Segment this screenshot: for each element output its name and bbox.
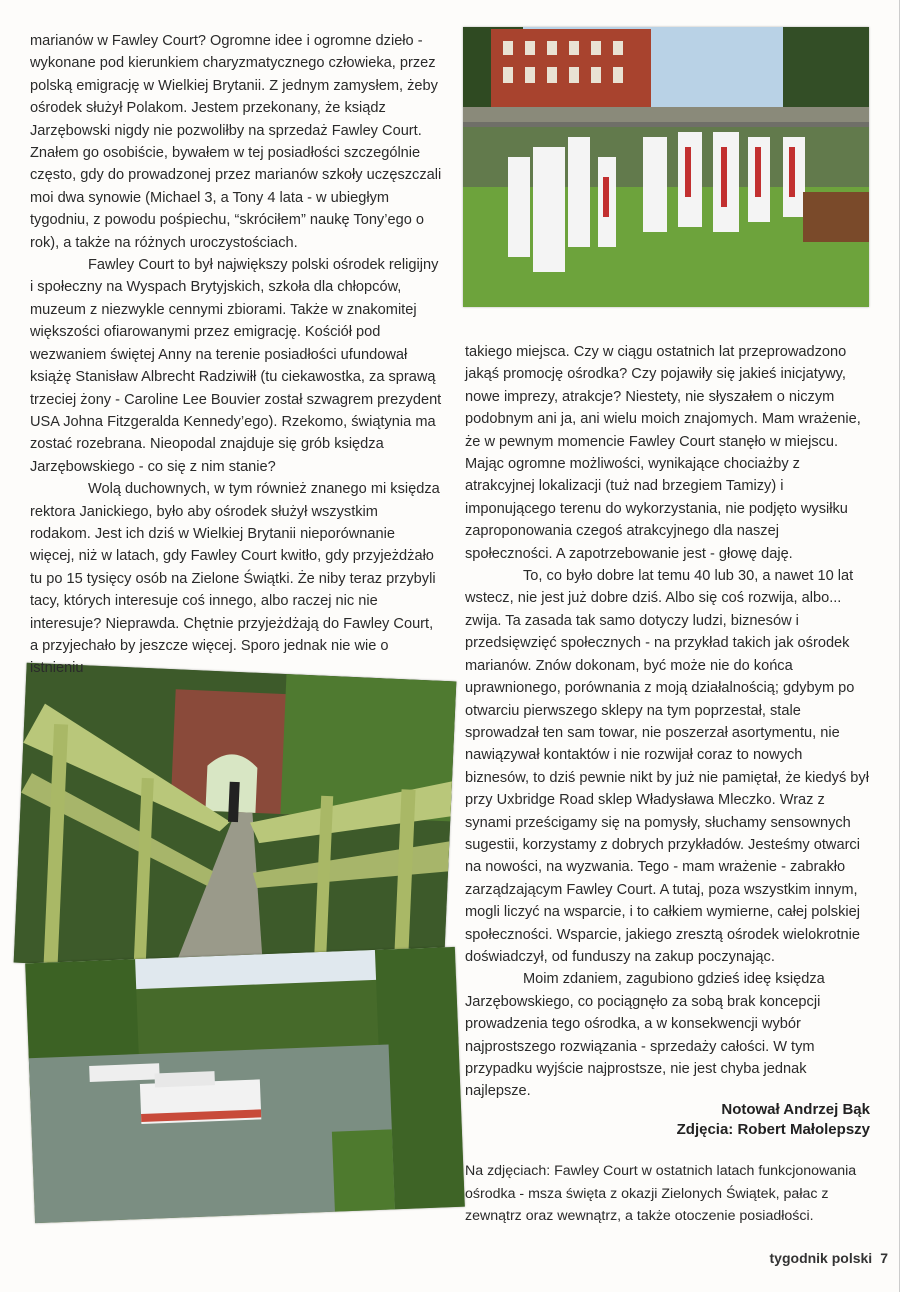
paragraph: To, co było dobre lat temu 40 lub 30, a nawet 10 lat wstecz, nie jest już dobre dziś. Albo się coś rozwija, albo... zwija. Ta zasada tak samo dotyczy ludzi, biznesów i przedsięwzięć społecznych - na przykład takich jak ośrodek marianów. Znów dokonam, być może nie do końca uprawnionego, porównania z moją działalnością; gdybym po otwarciu pierwszego sklepy na tym poprzestał, stale sprowadzał ten sam towar, nie poszerzał asortymentu, nie nawiązywał kontaktów i nie rozwijał coraz to nowych biznesów, to dziś pewnie nikt by już nie pamiętał, że kiedyś był przy Uxbridge Road sklep Władysława Mleczko. Wraz z synami prześcigamy się na pomysły, słuchamy sensownych sugestii, korzystamy z dobrych przykładów. Jesteśmy otwarci na nowości, na wyzwania. Tego - mam wrażenie - zabrakło zarządzającym Fawley Court. A tutaj, poza wszystkim innym, mogli liczyć na wsparcie, i to całkiem wymierne, całej polskiej społeczności. Wsparcie, jakiego zresztą ośrodek wielokrotnie doświadczył, od funduszy na zakup poczynając. xyxy=(465,568,869,965)
paragraph: marianów w Fawley Court? Ogromne idee i ogromne dzieło - wykonane pod kierunkiem charyzmatycznego człowieka, przez polską emigrację w Wielkiej Brytanii. Z jednym zamysłem, żeby ośrodek służył Polakom. Jestem przekonany, że ksiądz Jarzębowski nigdy nie pozwoliłby na sprzedaż Fawley Court. Znałem go osobiście, bywałem w tej posiadłości szczególnie często, gdy do prowadzonej przez marianów szkoły uczęszczali moi dwa synowie (Michael 3, a Tony 4 lata - w ubiegłym tygodniu, z powodu pośpiechu, “skróciłem” naukę Tony’ego o rok), a także na różnych uroczystościach. xyxy=(30,33,442,251)
publication-name: tygodnik polski xyxy=(769,1250,873,1266)
page-edge xyxy=(869,0,900,1292)
author-credit: Notował Andrzej Bąk xyxy=(721,1101,870,1118)
photo-wooden-bridge xyxy=(14,663,457,981)
photo-credit: Zdjęcia: Robert Małolepszy xyxy=(676,1121,870,1138)
article-left-column xyxy=(30,30,442,680)
page-footer xyxy=(770,1250,888,1266)
photo-caption: Na zdjęciach: Fawley Court w ostatnich latach funkcjonowania ośrodka - msza święta z okazji Zielonych Świątek, pałac z zewnątrz oraz wewnątrz, a także otoczenie posiadłości. xyxy=(465,1163,857,1224)
page-number: 7 xyxy=(880,1250,888,1266)
paragraph: Wolą duchownych, w tym również znanego mi księdza rektora Janickiego, było aby ośrodek służył wszystkim rodakom. Jest ich dziś w Wielkiej Brytanii nieporównanie więcej, niż w latach, gdy Fawley Court kwitło, gdy przyjeżdżało tu po 15 tysięcy osób na Zielone Świątki. Że niby teraz przybyli tacy, których interesuje coś innego, albo raczej nic nie interesuje? Nieprawda. Chętnie przyjeżdżają do Fawley Court, a przyjechało by jeszcze więcej. Sporo jednak nie wie o istnieniu xyxy=(30,481,440,677)
paragraph: takiego miejsca. Czy w ciągu ostatnich lat przeprowadzono jakąś promocję ośrodka? Czy pojawiły się jakieś inicjatywy, nowe imprezy, atrakcje? Niestety, nie słyszałem o niczym podobnym ani ja, ani wielu moich znajomych. Mam wrażenie, że w pewnym momencie Fawley Court stanęło w miejscu. Mając ogromne możliwości, wynikające chociażby z atrakcyjnej lokalizacji (tuż nad brzegiem Tamizy) i imponującego terenu do wykorzystania, nie podjęto wysiłku zaproponowania czegoś atrakcyjnego dla naszej społeczności. A zapotrzebowanie jest - głowę daję. xyxy=(465,344,861,562)
article-right-column xyxy=(465,341,870,1103)
paragraph: Fawley Court to był największy polski ośrodek religijny i społeczny na Wyspach Brytyjskich, szkoła dla chłopców, muzeum z niezwykle cennymi zbiorami. Także w znakomitej większości ofiarowanymi przez emigrację. Kościół pod wezwaniem świętej Anny na terenie posiadłości ufundował książę Stanisław Albrecht Radziwiłł (tu ciekawostka, za sprawą trzeciej żony - Caroline Lee Bouvier został szwagrem prezydent USA Johna Fitzgeralda Kennedy’ego). Rzekomo, świątynia ma zostać rozebrana. Nieopodal znajduje się grób księdza Jarzębowskiego - co się z nim stanie? xyxy=(30,257,442,475)
paragraph: Moim zdaniem, zagubiono gdzieś ideę księdza Jarzębowskiego, co pociągnęło za sobą brak koncepcji prowadzenia tego ośrodka, a w konsekwencji wybór najprostszego rozwiązania - sprzedaży całości. W tym przypadku wyjście najprostsze, nie jest chyba jednak najlepsze. xyxy=(465,971,825,1100)
photo-river-thames xyxy=(25,947,465,1223)
photo-mass-procession xyxy=(463,27,869,307)
article-credits xyxy=(560,1100,870,1140)
